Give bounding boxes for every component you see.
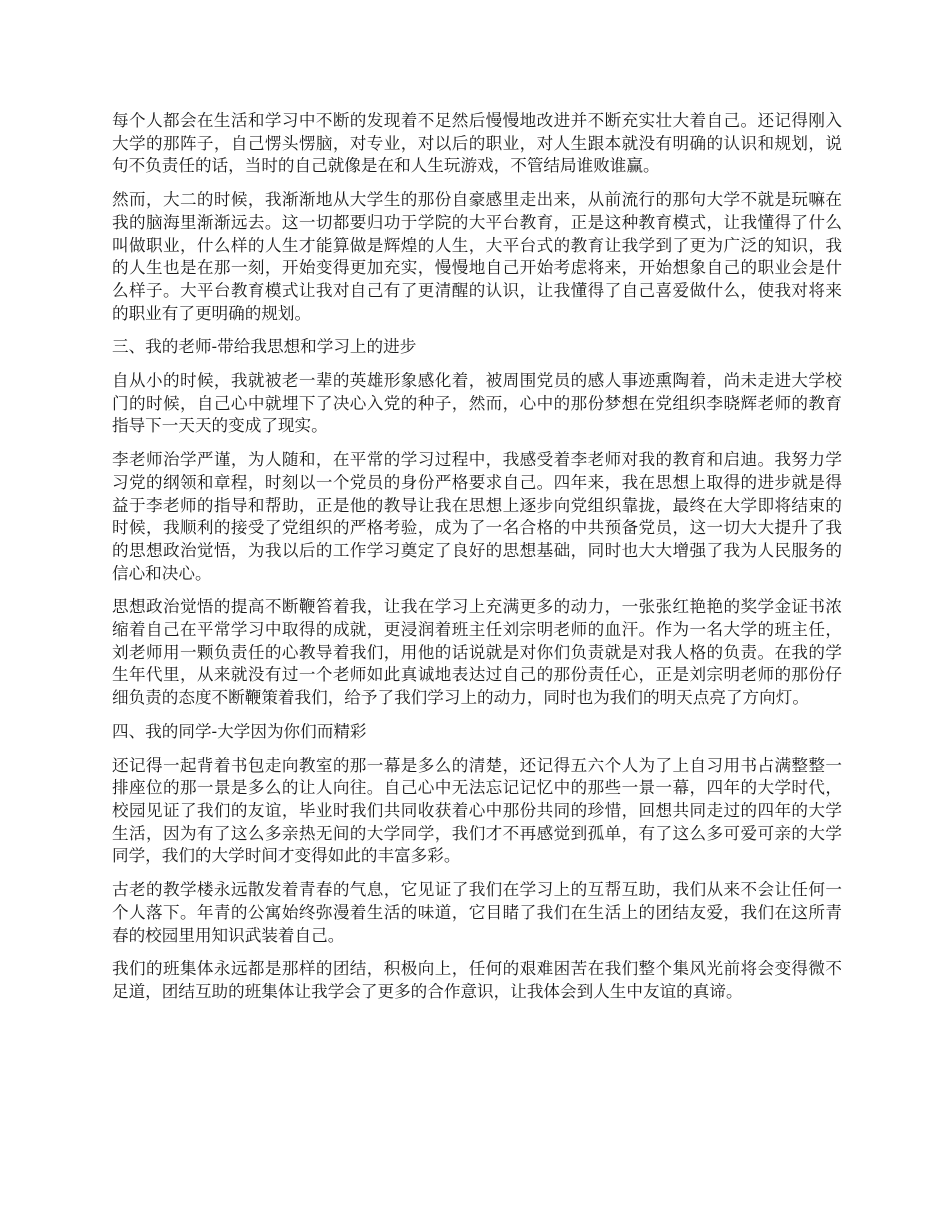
section-heading-teachers: 三、我的老师-带给我思想和学习上的进步 xyxy=(112,337,417,357)
section-heading-classmates: 四、我的同学-大学因为你们而精彩 xyxy=(112,721,367,741)
document-body xyxy=(112,110,842,1015)
paragraph-classroom-memories: 还记得一起背着书包走向教室的那一幕是多么的清楚，还记得五六个人为了上自习用书占满整整一排座位的那一景是多么的让人向往。自己心中无法忘记记忆中的那些一景一幕，四年的大学时代，校园见证了我们的友谊，毕业时我们共同收获着心中那份共同的珍惜，回想共同走过的四年的大学生活，因为有了这么多亲热无间的大学同学，我们才不再感觉到孤单，有了这么多可爱可亲的大学同学，我们的大学时间才变得如此的丰富多彩。 xyxy=(112,755,842,866)
paragraph-campus-life: 古老的教学楼永远散发着青春的气息，它见证了我们在学习上的互帮互助，我们从来不会让任何一个人落下。年青的公寓始终弥漫着生活的味道，它目睹了我们在生活上的团结友爱，我们在这所青春的校园里用知识武装着自己。 xyxy=(112,880,842,945)
paragraph-class-unity: 我们的班集体永远都是那样的团结，积极向上，任何的艰难困苦在我们整个集风光前将会变得微不足道，团结互助的班集体让我学会了更多的合作意识，让我体会到人生中友谊的真谛。 xyxy=(112,959,842,1001)
paragraph-teacher-li: 李老师治学严谨，为人随和，在平常的学习过程中，我感受着李老师对我的教育和启迪。我努力学习党的纲领和章程，时刻以一个党员的身份严格要求自己。四年来，我在思想上取得的进步就是得益于李老师的指导和帮助，正是他的教导让我在思想上逐步向党组织靠拢，最终在大学即将结束的时候，我顺利的接受了党组织的严格考验，成为了一名合格的中共预备党员，这一切大大提升了我的思想政治觉悟，为我以后的工作学习奠定了良好的思想基础，同时也大大增强了我为人民服务的信心和决心。 xyxy=(112,450,842,583)
paragraph-teacher-liu: 思想政治觉悟的提高不断鞭笞着我，让我在学习上充满更多的动力，一张张红艳艳的奖学金证书浓缩着自己在平常学习中取得的成就，更浸润着班主任刘宗明老师的血汗。作为一名大学的班主任，刘老师用一颗负责任的心教导着我们，用他的话说就是对你们负责就是对我人格的负责。在我的学生年代里，从来就没有过一个老师如此真诚地表达过自己的那份责任心，正是刘宗明老师的那份仔细负责的态度不断鞭策着我们，给予了我们学习上的动力，同时也为我们的明天点亮了方向灯。 xyxy=(112,597,842,708)
paragraph-sophomore-platform: 然而，大二的时候，我渐渐地从大学生的那份自豪感里走出来，从前流行的那句大学不就是玩嘛在我的脑海里渐渐远去。这一切都要归功于学院的大平台教育，正是这种教育模式，让我懂得了什么叫做职业，什么样的人生才能算做是辉煌的人生，大平台式的教育让我学到了更为广泛的知识，我的人生也是在那一刻，开始变得更加充实，慢慢地自己开始考虑将来，开始想象自己的职业会是什么样子。大平台教育模式让我对自己有了更清醒的认识，让我懂得了自己喜爱做什么，使我对将来的职业有了更明确的规划。 xyxy=(112,190,842,323)
paragraph-growth-intro: 每个人都会在生活和学习中不断的发现着不足然后慢慢地改进并不断充实壮大着自己。还记得刚入大学的那阵子，自己愣头愣脑，对专业，对以后的职业，对人生跟本就没有明确的认识和规划，说句不负责任的话，当时的自己就像是在和人生玩游戏，不管结局谁败谁赢。 xyxy=(112,111,842,176)
paragraph-party-dream: 自从小的时候，我就被老一辈的英雄形象感化着，被周围党员的感人事迹熏陶着，尚未走进大学校门的时候，自己心中就埋下了决心入党的种子，然而，心中的那份梦想在党组织李晓辉老师的教育指导下一天天的变成了现实。 xyxy=(112,371,842,436)
